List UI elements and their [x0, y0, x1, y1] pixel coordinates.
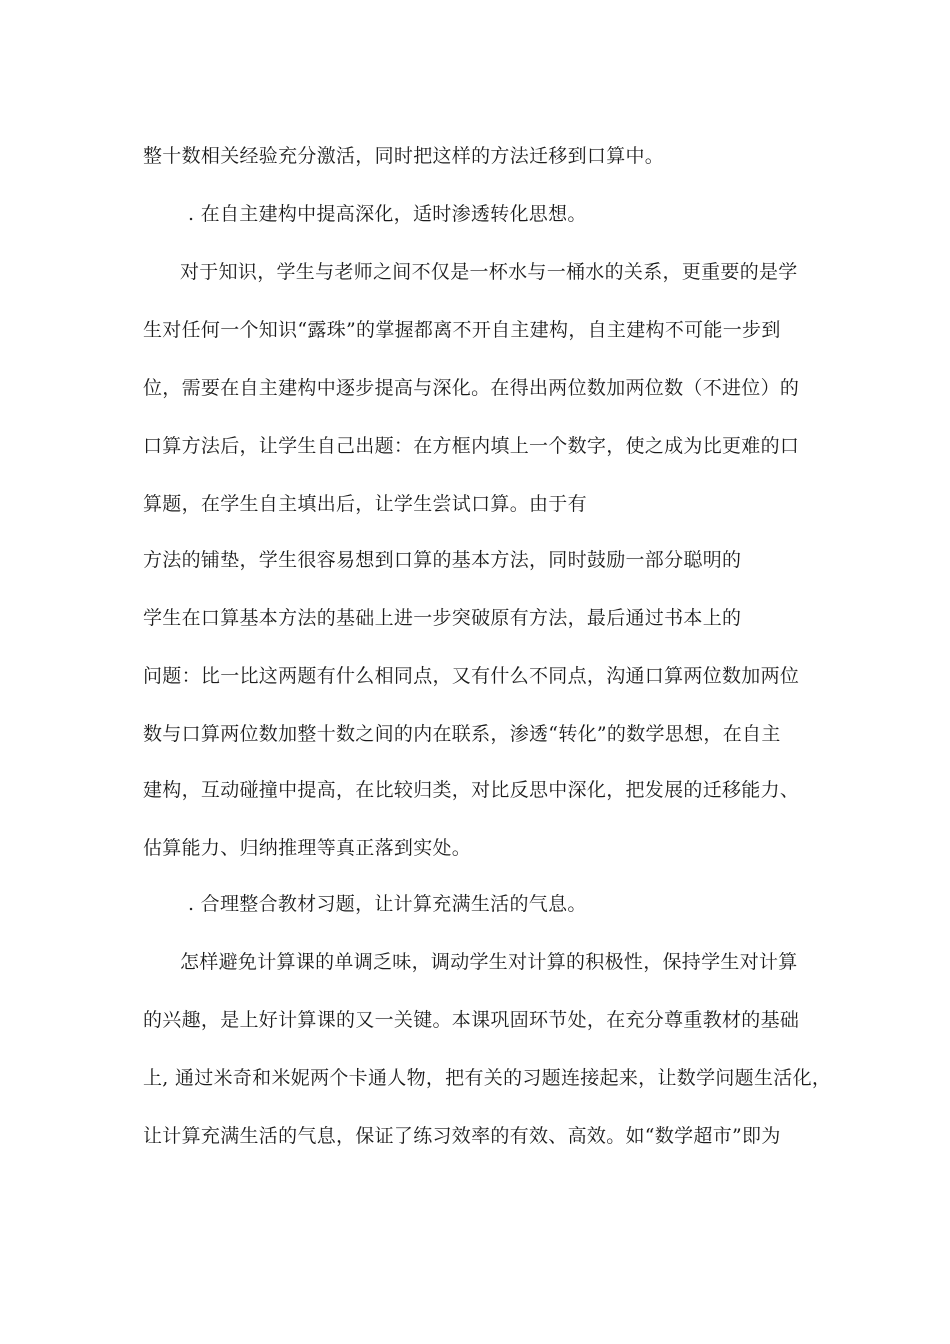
paragraph-first-line: 对于知识，学生与老师之间不仅是一杯水与一桶水的关系，更重要的是学 — [180, 261, 798, 283]
section-heading: . 合理整合教材习题，让计算充满生活的气息。 — [188, 893, 587, 915]
text-line: 学生在口算基本方法的基础上进一步突破原有方法，最后通过书本上的 — [143, 607, 742, 629]
text-line: 上, 通过米奇和米妮两个卡通人物，把有关的习题连接起来，让数学问题生活化， — [143, 1067, 832, 1089]
text-line: 让计算充满生活的气息，保证了练习效率的有效、高效。如“数学超市”即为 — [143, 1125, 781, 1147]
text-line: 的兴趣，是上好计算课的又一关键。本课巩固环节处，在充分尊重教材的基础 — [143, 1009, 800, 1031]
text-line: 口算方法后，让学生自己出题：在方框内填上一个数字，使之成为比更难的口 — [143, 435, 800, 457]
section-heading: . 在自主建构中提高深化，适时渗透转化思想。 — [188, 203, 587, 225]
paragraph-first-line: 怎样避免计算课的单调乏味，调动学生对计算的积极性，保持学生对计算 — [180, 951, 798, 973]
text-line: 建构，互动碰撞中提高，在比较归类，对比反思中深化，把发展的迁移能力、 — [143, 779, 800, 801]
text-line: 整十数相关经验充分激活，同时把这样的方法迁移到口算中。 — [143, 145, 665, 167]
text-line: 算题，在学生自主填出后，让学生尝试口算。由于有 — [143, 493, 587, 515]
text-line: 方法的铺垫，学生很容易想到口算的基本方法，同时鼓励一部分聪明的 — [143, 549, 742, 571]
text-line: 位，需要在自主建构中逐步提高与深化。在得出两位数加两位数（不进位）的 — [143, 377, 800, 399]
text-line: 估算能力、归纳推理等真正落到实处。 — [143, 837, 472, 859]
text-line: 数与口算两位数加整十数之间的内在联系，渗透“转化”的数学思想，在自主 — [143, 723, 781, 745]
text-line: 生对任何一个知识“露珠”的掌握都离不开自主建构，自主建构不可能一步到 — [143, 319, 781, 341]
text-line: 问题：比一比这两题有什么相同点，又有什么不同点，沟通口算两位数加两位 — [143, 665, 800, 687]
